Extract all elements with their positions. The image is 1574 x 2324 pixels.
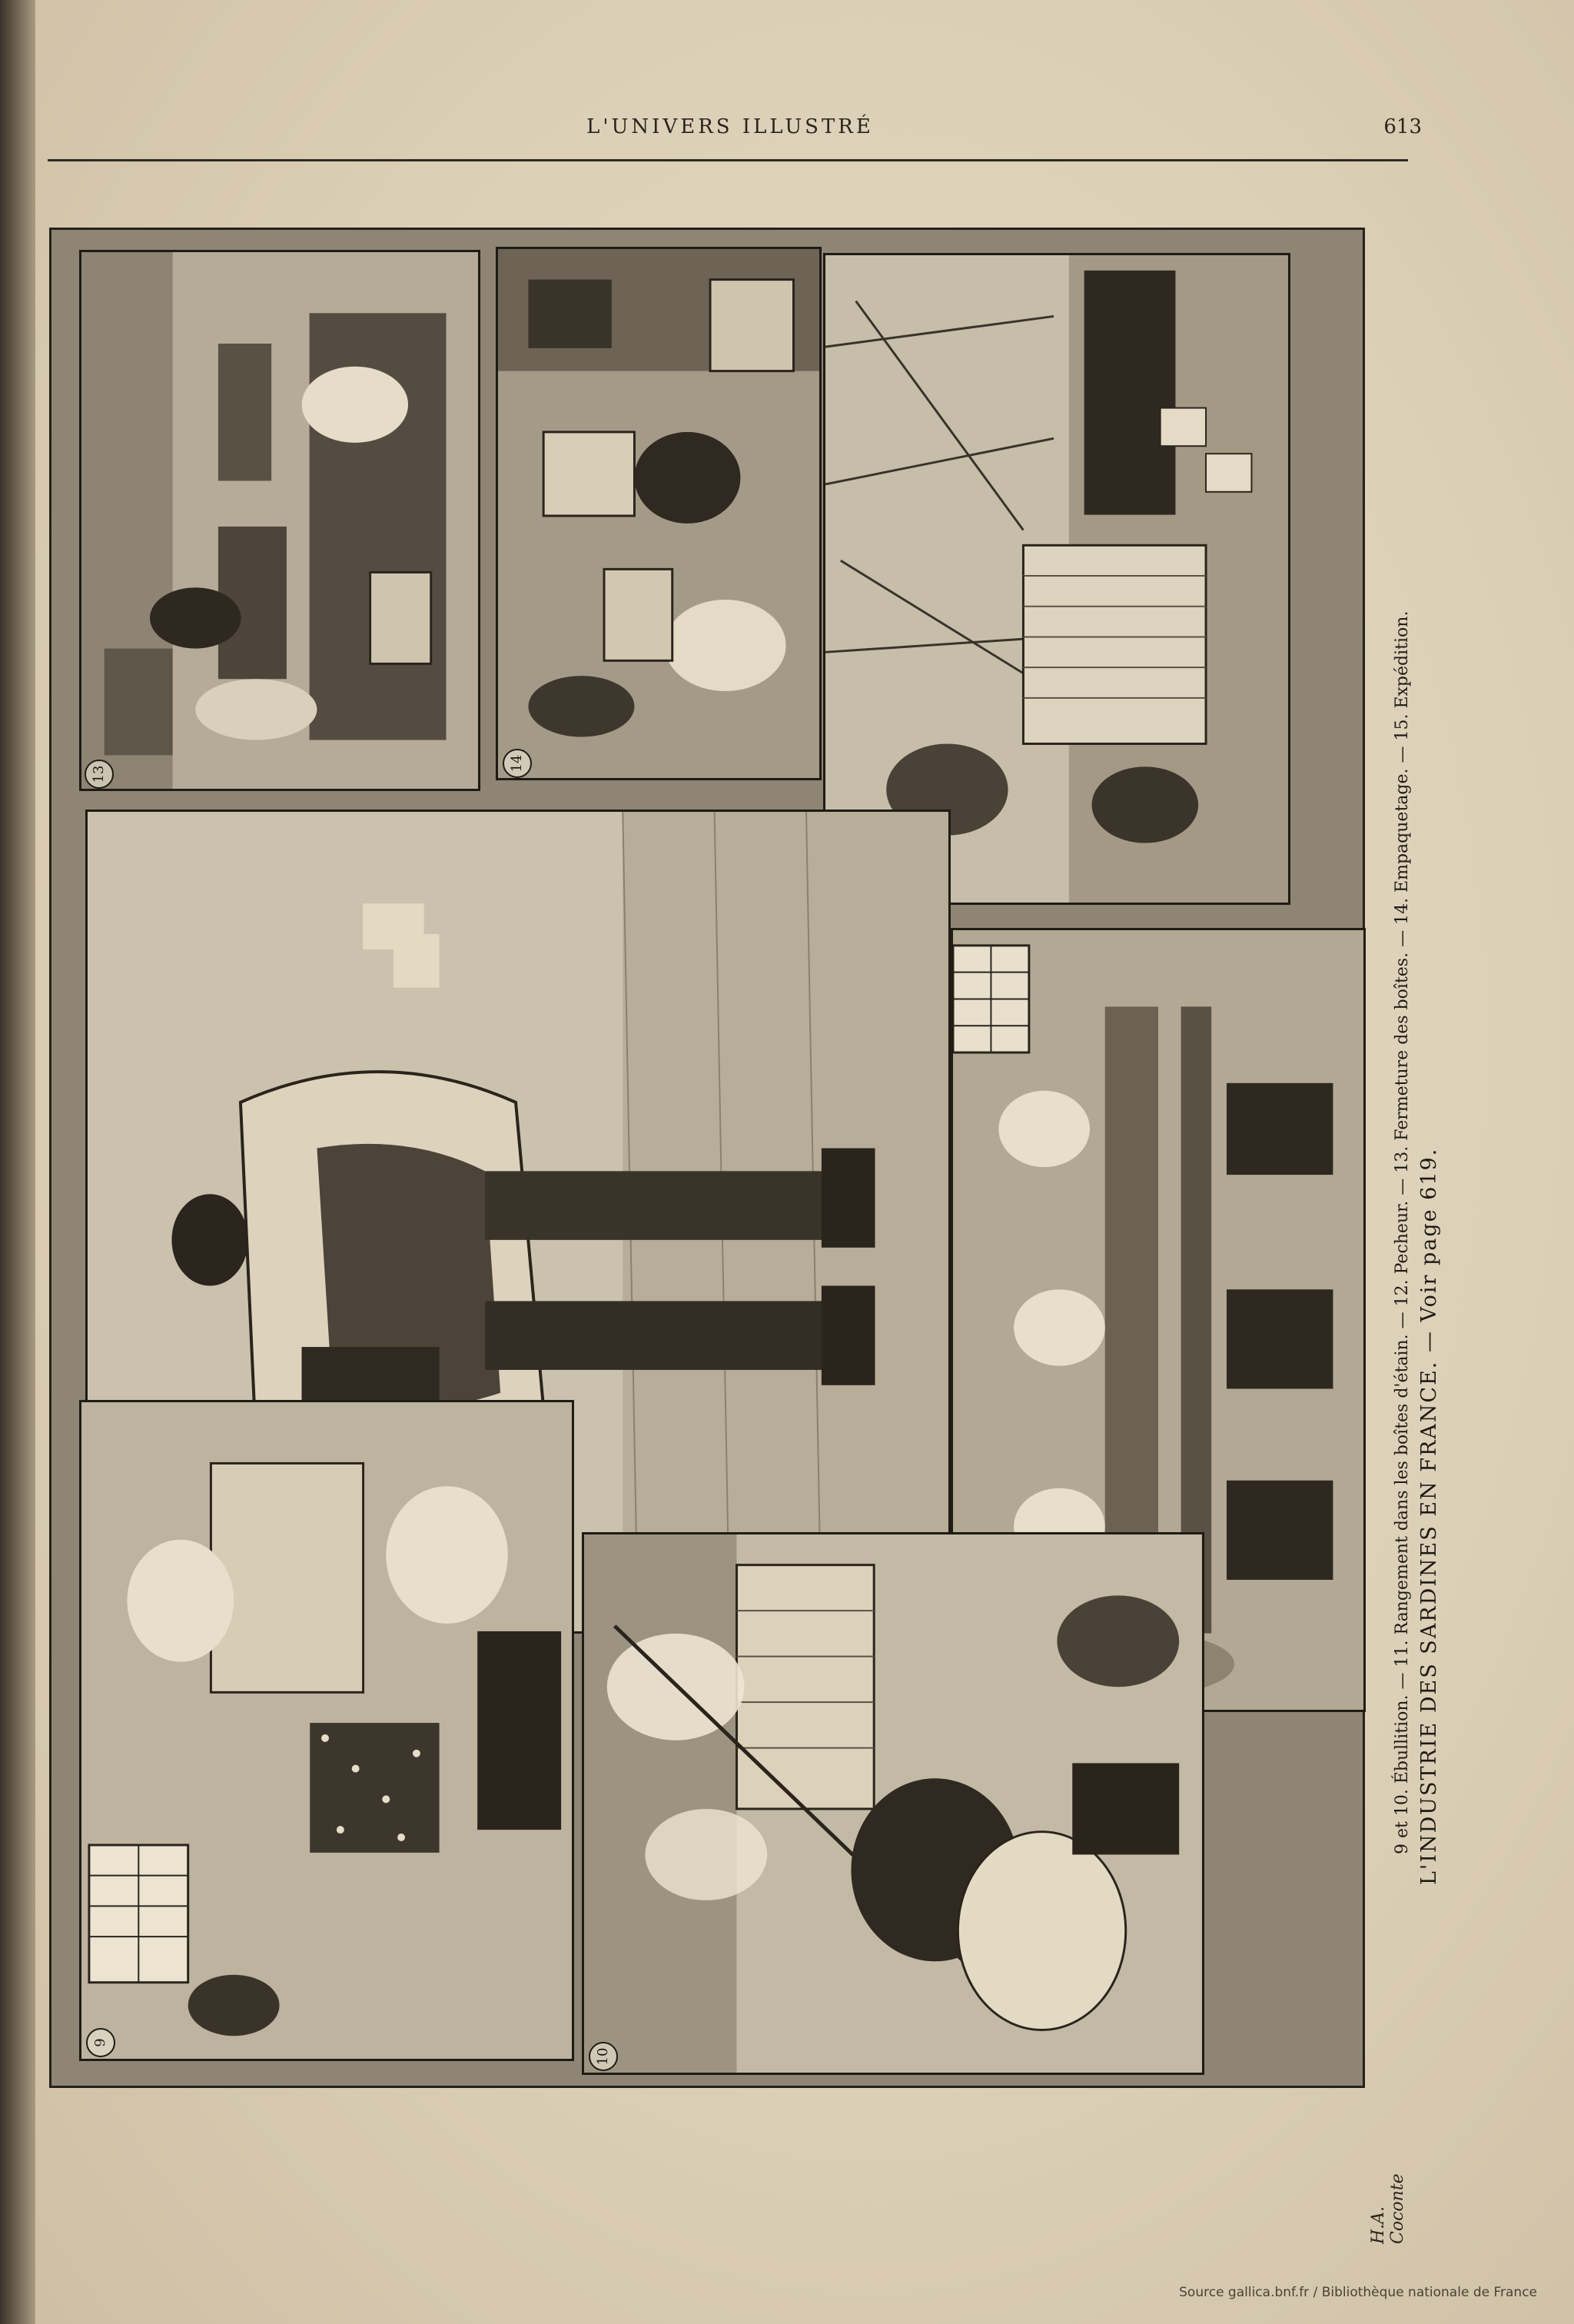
- engraver-signature: H.A. Coconte: [1369, 2173, 1407, 2244]
- panel-10-number: 10: [589, 2042, 618, 2071]
- panel-9-illustration: [81, 1402, 572, 2059]
- panel-14-engraving: [496, 247, 822, 780]
- caption-figure-list: 9 et 10. Ébullition. — 11. Rangement dans les boîtes d'étain. — 12. Pecheur. — 13. Fermeture des boîtes. — 14. Empaquetage. — 15. Expédition.: [1393, 610, 1412, 1854]
- binding-edge: [0, 0, 35, 2324]
- panel-9-engraving: [79, 1400, 574, 2061]
- source-credit: Source gallica.bnf.fr / Bibliothèque nationale de France: [1179, 2285, 1537, 2300]
- page-number: 613: [1383, 115, 1422, 138]
- caption-title: L'INDUSTRIE DES SARDINES EN FRANCE. — Voir page 619.: [1417, 1147, 1441, 1885]
- running-header-title: L'UNIVERS ILLUSTRÉ: [586, 115, 874, 138]
- panel-10-engraving: [582, 1532, 1204, 2075]
- panel-15-illustration: [825, 255, 1288, 903]
- panel-15-engraving: [823, 253, 1290, 905]
- panel-13-illustration: [81, 252, 478, 789]
- panel-14-number: 14: [503, 749, 532, 778]
- panel-10-illustration: [584, 1534, 1202, 2073]
- panel-13-number: 13: [85, 760, 114, 789]
- header-rule: [48, 159, 1408, 161]
- panel-13-engraving: [79, 250, 480, 791]
- panel-14-illustration: [498, 249, 819, 778]
- panel-9-number: 9: [86, 2028, 115, 2057]
